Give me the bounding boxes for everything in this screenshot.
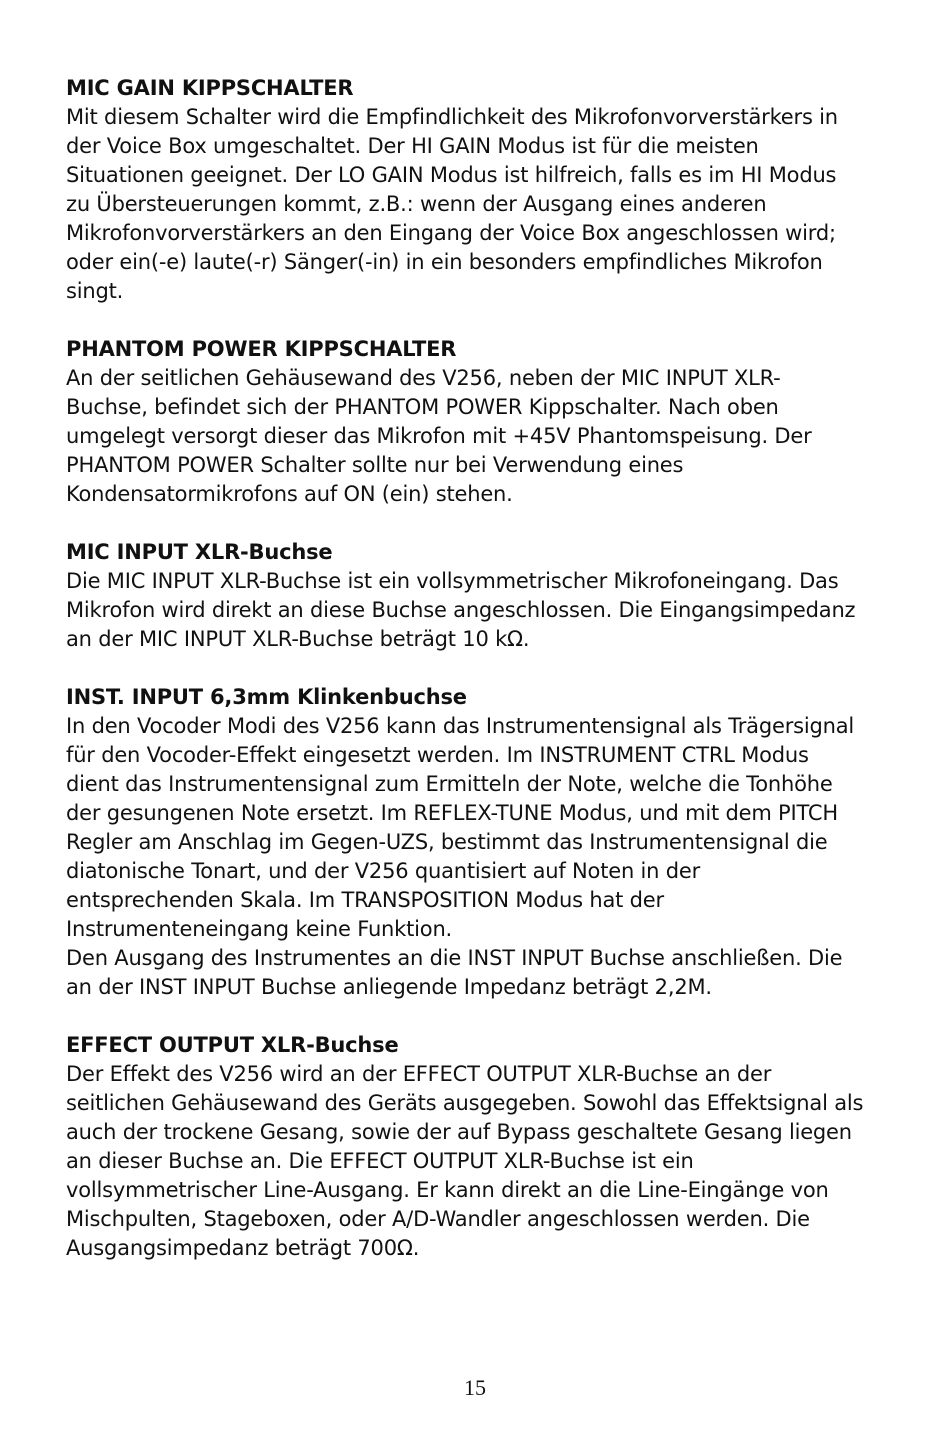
paragraph-line: oder ein(-e) laute(-r) Sänger(-in) in ein besonders empfindliches Mikrofon [66, 250, 823, 274]
paragraph-line: dient das Instrumentensignal zum Ermitteln der Note, welche die Tonhöhe [66, 772, 833, 796]
section-heading: EFFECT OUTPUT XLR-Buchse [66, 1033, 399, 1057]
page-number: 15 [464, 1375, 486, 1400]
paragraph-line: Mischpulten, Stageboxen, oder A/D-Wandler angeschlossen werden. Die [66, 1207, 810, 1231]
paragraph-line: Ausgangsimpedanz beträgt 700Ω. [66, 1236, 420, 1260]
paragraph-line: Mit diesem Schalter wird die Empfindlichkeit des Mikrofonvorverstärkers in [66, 105, 838, 129]
section-heading: MIC INPUT XLR-Buchse [66, 540, 333, 564]
paragraph-line: an der INST INPUT Buchse anliegende Impedanz beträgt 2,2M. [66, 975, 712, 999]
paragraph-line: seitlichen Gehäusewand des Geräts ausgegeben. Sowohl das Effektsignal als [66, 1091, 864, 1115]
section-phantom-power [66, 335, 896, 509]
paragraph-line: diatonische Tonart, und der V256 quantisiert auf Noten in der [66, 859, 701, 883]
section-heading: MIC GAIN KIPPSCHALTER [66, 76, 354, 100]
paragraph-line: In den Vocoder Modi des V256 kann das Instrumentensignal als Trägersignal [66, 714, 855, 738]
section-heading: INST. INPUT 6,3mm Klinkenbuchse [66, 685, 467, 709]
paragraph-line: entsprechenden Skala. Im TRANSPOSITION Modus hat der [66, 888, 664, 912]
paragraph-line: an dieser Buchse an. Die EFFECT OUTPUT XLR-Buchse ist ein [66, 1149, 694, 1173]
paragraph-line: Der Effekt des V256 wird an der EFFECT OUTPUT XLR-Buchse an der [66, 1062, 772, 1086]
paragraph-line: Instrumenteneingang keine Funktion. [66, 917, 453, 941]
section-mic-input [66, 538, 896, 654]
paragraph-line: umgelegt versorgt dieser das Mikrofon mit +45V Phantomspeisung. Der [66, 424, 812, 448]
paragraph-line: zu Übersteuerungen kommt, z.B.: wenn der Ausgang eines anderen [66, 192, 767, 216]
paragraph-line: Mikrofonvorverstärkers an den Eingang der Voice Box angeschlossen wird; [66, 221, 836, 245]
paragraph-line: Kondensatormikrofons auf ON (ein) stehen. [66, 482, 513, 506]
paragraph-line: der gesungenen Note ersetzt. Im REFLEX-TUNE Modus, und mit dem PITCH [66, 801, 838, 825]
section-effect-output [66, 1031, 896, 1263]
paragraph-line: Die MIC INPUT XLR-Buchse ist ein vollsymmetrischer Mikrofoneingang. Das [66, 569, 839, 593]
paragraph-line: Buchse, befindet sich der PHANTOM POWER Kippschalter. Nach oben [66, 395, 779, 419]
paragraph-line: singt. [66, 279, 124, 303]
paragraph-line: Regler am Anschlag im Gegen-UZS, bestimmt das Instrumentensignal die [66, 830, 828, 854]
paragraph-line: An der seitlichen Gehäusewand des V256, neben der MIC INPUT XLR- [66, 366, 781, 390]
paragraph-line: auch der trockene Gesang, sowie der auf Bypass geschaltete Gesang liegen [66, 1120, 852, 1144]
section-inst-input [66, 683, 896, 1002]
paragraph-line: Mikrofon wird direkt an diese Buchse angeschlossen. Die Eingangsimpedanz [66, 598, 856, 622]
paragraph-line: Situationen geeignet. Der LO GAIN Modus ist hilfreich, falls es im HI Modus [66, 163, 837, 187]
page-content [66, 74, 896, 1292]
paragraph-line: der Voice Box umgeschaltet. Der HI GAIN Modus ist für die meisten [66, 134, 759, 158]
paragraph-line: Den Ausgang des Instrumentes an die INST INPUT Buchse anschließen. Die [66, 946, 843, 970]
paragraph-line: vollsymmetrischer Line-Ausgang. Er kann direkt an die Line-Eingänge von [66, 1178, 829, 1202]
section-mic-gain [66, 74, 896, 306]
paragraph-line: für den Vocoder-Effekt eingesetzt werden. Im INSTRUMENT CTRL Modus [66, 743, 809, 767]
paragraph-line: an der MIC INPUT XLR-Buchse beträgt 10 kΩ. [66, 627, 530, 651]
section-heading: PHANTOM POWER KIPPSCHALTER [66, 337, 457, 361]
paragraph-line: PHANTOM POWER Schalter sollte nur bei Verwendung eines [66, 453, 684, 477]
